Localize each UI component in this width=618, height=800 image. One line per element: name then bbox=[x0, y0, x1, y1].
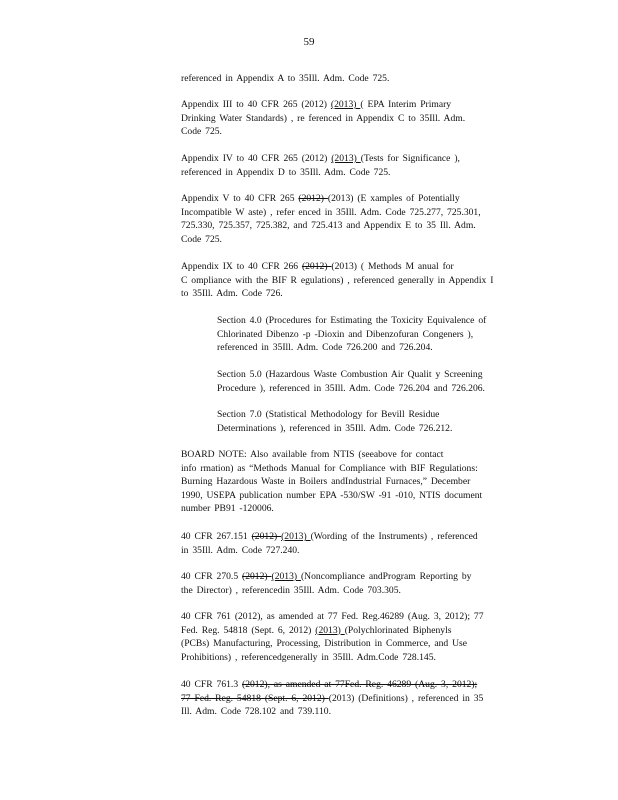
struck-text: (2012) bbox=[298, 193, 328, 204]
text-run: 40 CFR 761.3 bbox=[181, 679, 243, 690]
inserted-text: (2013) bbox=[271, 571, 301, 582]
text-run: Determinations ), referenced in 35Ill. Adm. Code 726.212. bbox=[217, 422, 453, 434]
inserted-text: (2013) bbox=[330, 99, 361, 110]
text-run: Appendix III to 40 CFR 265 (2012) bbox=[181, 99, 331, 110]
text-run: C ompliance with the BIF R egulations) , referenced generally in Appendix I bbox=[181, 274, 494, 286]
text-line bbox=[181, 287, 546, 301]
text-line bbox=[181, 112, 546, 126]
paragraph bbox=[217, 314, 546, 355]
text-run: Procedure ), referenced in 35Ill. Adm. Code 726.204 and 726.206. bbox=[217, 382, 485, 394]
text-line bbox=[181, 637, 546, 651]
paragraph bbox=[217, 408, 546, 435]
struck-text: (2012) bbox=[242, 571, 272, 582]
text-line bbox=[181, 678, 546, 692]
text-line bbox=[181, 570, 546, 584]
text-run: 40 CFR 270.5 bbox=[181, 571, 243, 582]
text-run: Prohibitions) , referencedgenerally in 35Ill. Adm.Code 728.145. bbox=[181, 651, 436, 663]
text-line bbox=[181, 584, 546, 598]
struck-text: (2012), as amended at 77Fed. Reg. 46289 (Aug. 3, 2012); bbox=[242, 679, 478, 690]
text-line bbox=[181, 544, 546, 558]
text-run: (2013) ( Methods M anual for bbox=[331, 261, 454, 272]
text-run: Appendix V to 40 CFR 265 bbox=[181, 193, 299, 204]
paragraph bbox=[181, 72, 546, 86]
struck-text: (2012) bbox=[301, 261, 332, 272]
inserted-text: (2013) bbox=[281, 531, 311, 542]
text-line bbox=[181, 233, 546, 247]
struck-text: 77 Fed. Reg. 54818 (Sept. 6, 2012) bbox=[181, 692, 329, 704]
text-line bbox=[181, 705, 546, 719]
text-run: Code 725. bbox=[181, 233, 222, 245]
text-run: (Noncompliance andProgram Reporting by bbox=[300, 571, 472, 582]
text-run: BOARD NOTE: Also available from NTIS (seeabove for contact bbox=[181, 449, 444, 460]
text-run: 725.330, 725.357, 725.382, and 725.413 and Appendix E to 35 Ill. Adm. bbox=[181, 220, 476, 232]
text-line bbox=[217, 328, 546, 342]
text-line bbox=[181, 610, 546, 624]
text-run: Section 5.0 (Hazardous Waste Combustion Air Qualit y Screening bbox=[217, 369, 483, 380]
struck-text: (2012) bbox=[251, 531, 282, 542]
text-run: Code 725. bbox=[181, 126, 222, 138]
text-run: Section 7.0 (Statistical Methodology for Bevill Residue bbox=[217, 409, 440, 420]
text-line bbox=[181, 98, 546, 112]
paragraph bbox=[181, 98, 546, 139]
text-run: (Wording of the Instruments) , referenced bbox=[310, 531, 478, 542]
text-line bbox=[181, 260, 546, 274]
text-run: referenced in Appendix D to 35Ill. Adm. Code 725. bbox=[181, 166, 391, 178]
text-run: (Polychlorinated Biphenyls bbox=[344, 624, 452, 636]
page-number: 59 bbox=[303, 36, 315, 48]
text-line bbox=[181, 274, 546, 288]
text-run: 40 CFR 761 (2012), as amended at 77 Fed. Reg.46289 (Aug. 3, 2012); 77 bbox=[181, 611, 484, 622]
text-line bbox=[181, 489, 546, 503]
text-run: (Tests for Significance ), bbox=[360, 153, 460, 164]
paragraph bbox=[181, 530, 546, 557]
text-line bbox=[181, 692, 546, 706]
text-line bbox=[217, 341, 546, 355]
text-run: Appendix IV to 40 CFR 265 (2012) bbox=[181, 153, 332, 164]
text-run: to 35Ill. Adm. Code 726. bbox=[181, 288, 283, 300]
text-line bbox=[181, 502, 546, 516]
text-run: in 35Ill. Adm. Code 727.240. bbox=[181, 544, 300, 556]
paragraph bbox=[181, 260, 546, 301]
text-line bbox=[181, 192, 546, 206]
paragraph bbox=[217, 368, 546, 395]
text-run: (PCBs) Manufacturing, Processing, Distribution in Commerce, and Use bbox=[181, 638, 468, 650]
text-line bbox=[181, 462, 546, 476]
paragraph bbox=[181, 152, 546, 179]
text-line bbox=[181, 475, 546, 489]
text-run: (2013) (E xamples of Potentially bbox=[327, 193, 460, 204]
text-line bbox=[181, 448, 546, 462]
text-line bbox=[181, 624, 546, 638]
text-run: number PB91 -120006. bbox=[181, 503, 274, 515]
text-line bbox=[217, 314, 546, 328]
text-line bbox=[181, 651, 546, 665]
text-line bbox=[181, 219, 546, 233]
text-run: Drinking Water Standards) , re ferenced in Appendix C to 35Ill. Adm. bbox=[181, 112, 466, 124]
paragraph bbox=[181, 570, 546, 597]
text-run: Burning Hazardous Waste in Boilers andIndustrial Furnaces,” December bbox=[181, 476, 471, 488]
text-line bbox=[217, 368, 546, 382]
text-line bbox=[217, 422, 546, 436]
text-run: referenced in Appendix A to 35Ill. Adm. Code 725. bbox=[181, 73, 390, 84]
paragraph bbox=[181, 678, 546, 719]
inserted-text: (2013) bbox=[331, 153, 361, 164]
text-line bbox=[217, 382, 546, 396]
text-run: Appendix IX to 40 CFR 266 bbox=[181, 261, 302, 272]
text-line bbox=[217, 408, 546, 422]
text-run: Ill. Adm. Code 728.102 and 739.110. bbox=[181, 706, 331, 718]
paragraph bbox=[181, 610, 546, 664]
text-line bbox=[181, 72, 546, 86]
text-run: referenced in 35Ill. Adm. Code 726.200 and 726.204. bbox=[217, 342, 433, 354]
paragraph bbox=[181, 448, 546, 516]
text-line bbox=[181, 166, 546, 180]
text-run: the Director) , referencedin 35Ill. Adm. Code 703.305. bbox=[181, 584, 401, 596]
text-run: Fed. Reg. 54818 (Sept. 6, 2012) bbox=[181, 624, 316, 636]
text-line bbox=[181, 125, 546, 139]
inserted-text: (2013) bbox=[315, 624, 345, 636]
text-run: Chlorinated Dibenzo -p -Dioxin and Dibenzofuran Congeners ), bbox=[217, 328, 474, 340]
paragraph bbox=[181, 192, 546, 246]
text-run: 40 CFR 267.151 bbox=[181, 531, 252, 542]
text-run: Section 4.0 (Procedures for Estimating the Toxicity Equivalence of bbox=[217, 315, 487, 326]
text-run: ( EPA Interim Primary bbox=[360, 99, 452, 110]
text-run: 1990, USEPA publication number EPA -530/SW -91 -010, NTIS document bbox=[181, 489, 483, 501]
text-run: Incompatible W aste) , refer enced in 35Ill. Adm. Code 725.277, 725.301, bbox=[181, 206, 481, 218]
text-line bbox=[181, 530, 546, 544]
text-line bbox=[181, 206, 546, 220]
text-run: info rmation) as “Methods Manual for Compliance with BIF Regulations: bbox=[181, 462, 478, 474]
text-line bbox=[181, 152, 546, 166]
text-run: (2013) (Definitions) , referenced in 35 bbox=[328, 692, 484, 704]
